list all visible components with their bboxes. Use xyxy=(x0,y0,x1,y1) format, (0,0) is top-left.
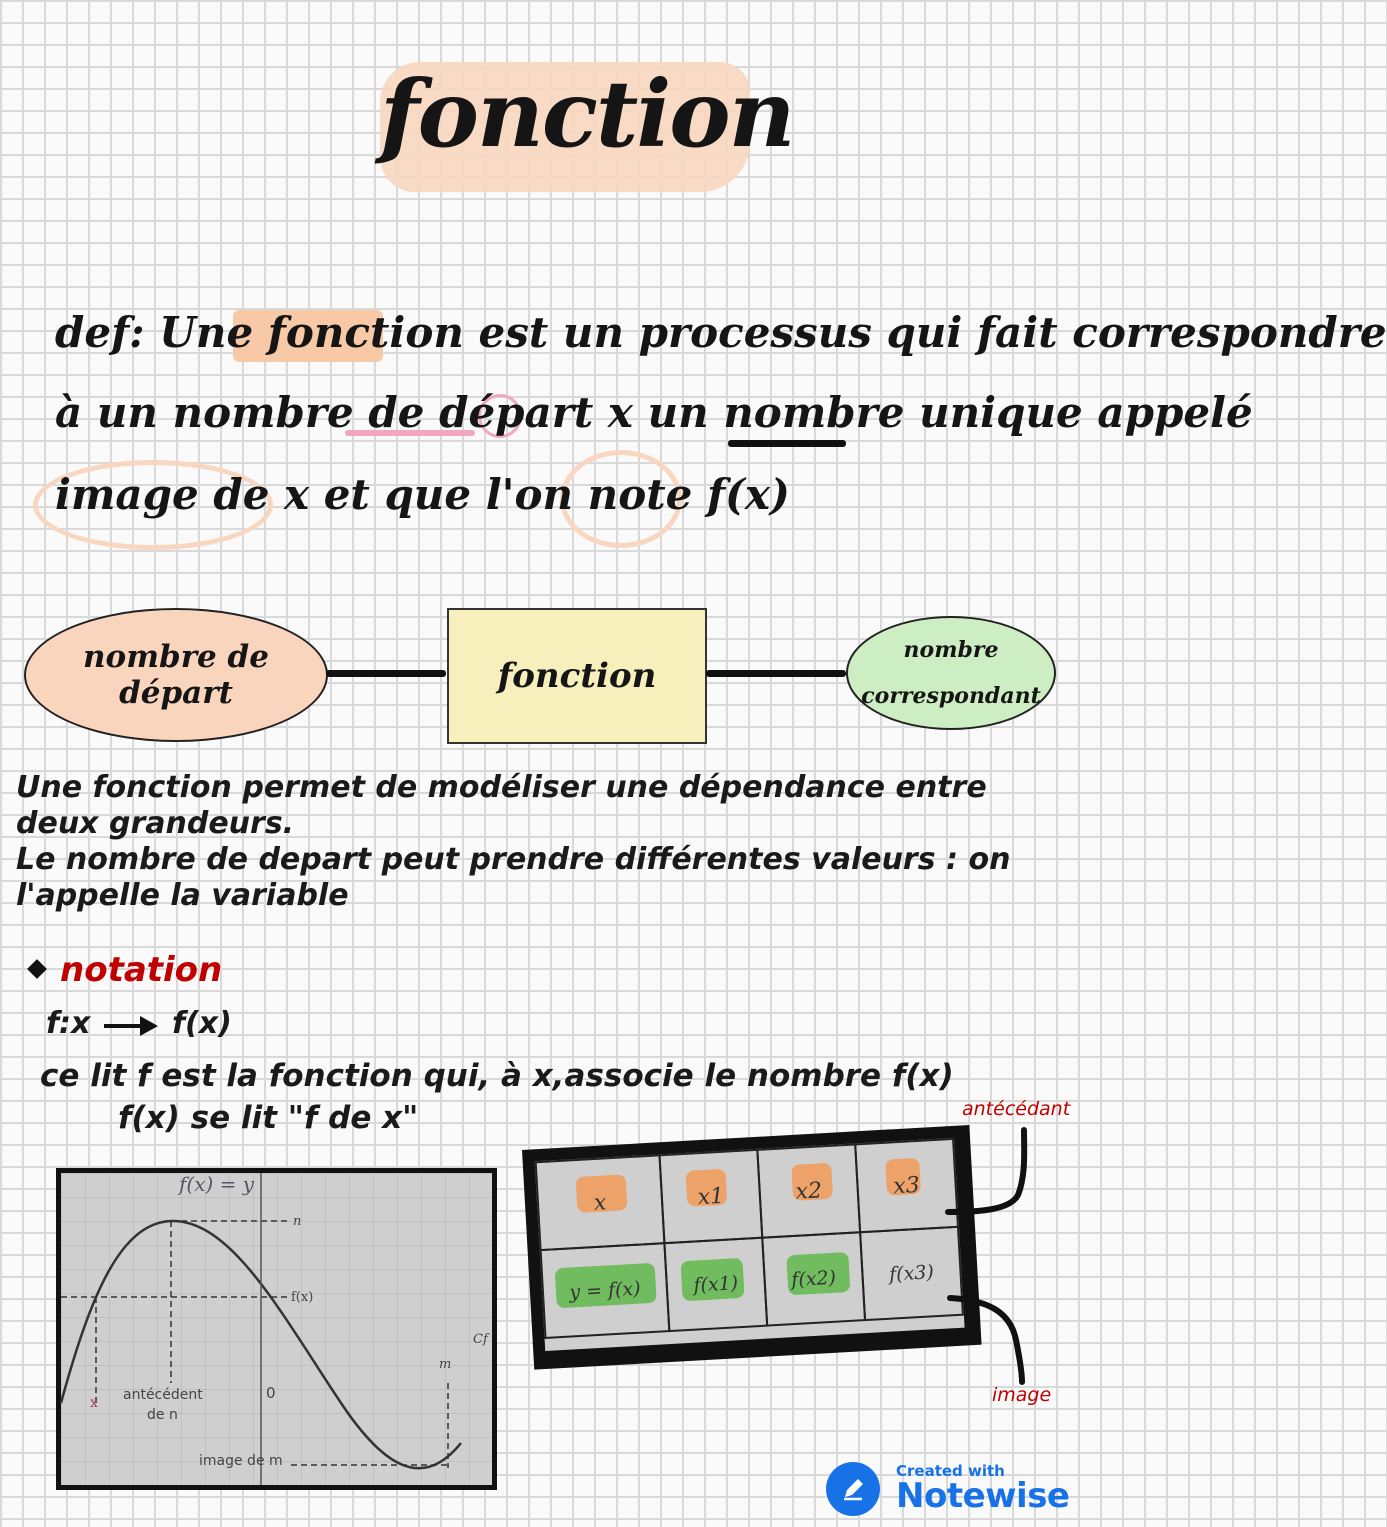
depart-word: départ xyxy=(439,388,594,437)
connector-right xyxy=(706,670,846,677)
image-de-x-text: image de x xyxy=(55,470,310,519)
start-number-node: nombre de départ xyxy=(24,608,328,742)
graph-top-label: f(x) = y xyxy=(179,1172,255,1196)
definition-line-1: def: Une fonction est un processus qui fait correspondre xyxy=(55,308,1387,357)
arrow-shaft xyxy=(104,1024,144,1028)
function-node: fonction xyxy=(447,608,707,744)
definition-line-2: à un nombre de départ x un nombre unique appelé xyxy=(55,388,1253,437)
svg-text:0: 0 xyxy=(266,1384,276,1402)
fx-text: f(x) xyxy=(706,470,790,519)
unique-word: unique xyxy=(919,388,1083,437)
notation-heading: notation xyxy=(60,950,223,990)
svg-text:x: x xyxy=(90,1395,98,1411)
table-cell: f(x3) xyxy=(859,1226,964,1321)
unique-underline xyxy=(728,440,846,447)
table-cell: f(x1) xyxy=(663,1237,768,1332)
notewise-brand: Notewise xyxy=(896,1476,1070,1516)
svg-text:image de m: image de m xyxy=(199,1453,283,1469)
result-number-node: nombre correspondant xyxy=(846,616,1056,730)
svg-text:Cf: Cf xyxy=(473,1332,488,1347)
notation-reading: ce lit f est la fonction qui, à x,associe le nombre f(x) xyxy=(40,1058,954,1094)
antecedant-label: antécédant xyxy=(962,1098,1071,1120)
notation-reading-2: f(x) se lit "f de x" xyxy=(118,1100,419,1136)
svg-text:de n: de n xyxy=(147,1407,178,1423)
table-cell: x2 xyxy=(756,1143,861,1238)
svg-text:antécédent: antécédent xyxy=(123,1387,203,1403)
svg-text:n: n xyxy=(293,1214,302,1229)
bullet-diamond-icon xyxy=(27,959,47,979)
page-title: fonction xyxy=(380,60,794,168)
table-cell: x xyxy=(535,1154,666,1251)
arrow-right-icon xyxy=(140,1016,158,1036)
explanation-paragraph: Une fonction permet de modéliser une dépendance entre deux grandeurs. Le nombre de depart peut prendre différentes valeurs : on l'appelle la variable xyxy=(16,770,1011,913)
formula-left: f:x xyxy=(46,1006,91,1041)
svg-text:m: m xyxy=(439,1357,452,1372)
fonction-word: fonction xyxy=(267,308,464,357)
table-cell: y = f(x) xyxy=(540,1242,671,1339)
graph-photo xyxy=(56,1168,497,1490)
image-label: image xyxy=(992,1384,1052,1406)
notewise-logo-icon xyxy=(826,1462,880,1516)
created-with-text: Created with xyxy=(896,1462,1005,1480)
formula-right: f(x) xyxy=(172,1006,232,1041)
annotation-brackets xyxy=(940,1120,1040,1390)
table-cell: x3 xyxy=(854,1138,959,1233)
table-photo xyxy=(522,1125,982,1370)
definition-line-3: image de x et que l'on note f(x) xyxy=(55,470,790,519)
graph-illustration xyxy=(61,1173,492,1485)
connector-left xyxy=(326,670,446,677)
svg-text:f(x): f(x) xyxy=(291,1290,314,1305)
table-cell: f(x2) xyxy=(761,1231,866,1326)
table-cell: x1 xyxy=(658,1149,763,1244)
